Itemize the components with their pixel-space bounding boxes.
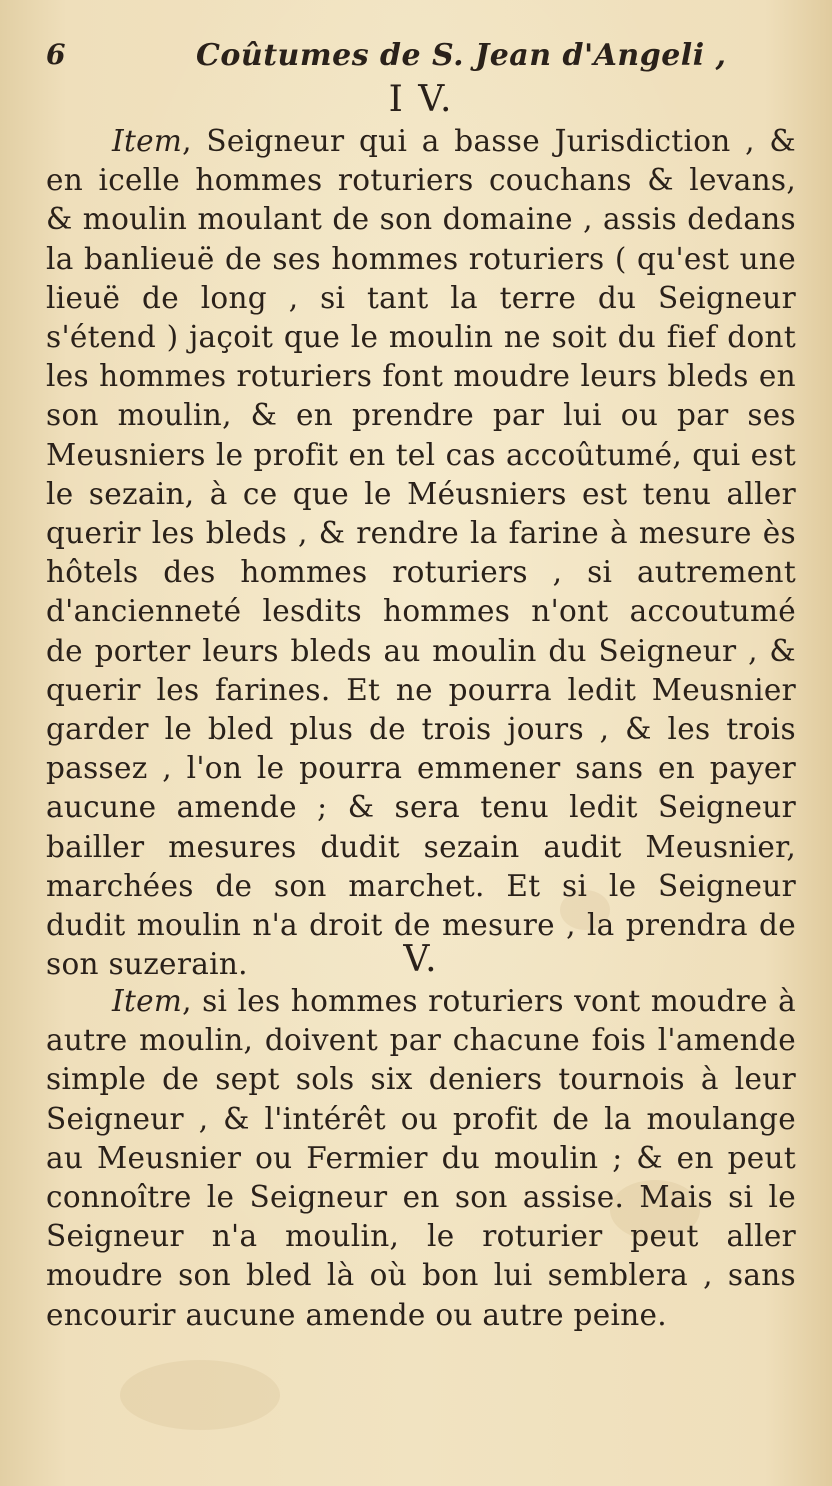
article-text: , Seigneur qui a basse Jurisdiction , & en icelle hommes roturiers couchans & levans, & moulin moulant de son domaine , assis dedans la banlieuë de ses hommes roturiers ( qu'est une lieuë de long , si tant la terre du Seigneur s'étend ) jaçoit que le moulin ne soit du fief dont les hommes roturiers font moudre leurs bleds en son moulin, & en prendre par lui ou par ses Meusniers le profit en tel cas accoûtumé, qui est le sezain, à ce que le Méusniers est tenu aller querir les bleds , & rendre la farine à mesure ès hôtels des hommes roturiers , si autrement d'ancienneté lesdits hommes n'ont accoutumé de porter leurs bleds au moulin du Seigneur , & querir les farines. Et ne pourra ledit Meusnier garder le bled plus de trois jours , & les trois passez , l'on le pourra emmener sans en payer aucune amende ; & sera tenu ledit Seigneur bailler mesures dudit sezain audit Meusnier, marchées de son marchet. Et si le Seigneur dudit moulin n'a droit de mesure , la prendra de son suzerain. <box>46 124 796 982</box>
article-heading: I V. <box>388 79 454 120</box>
article-lead-word: Item <box>112 124 183 158</box>
article-heading: V. <box>403 939 439 980</box>
paper-stain <box>120 1360 280 1430</box>
article-iv <box>46 78 796 984</box>
article-v <box>46 938 796 1335</box>
running-title: Coûtumes de S. Jean d'Angeli , <box>196 38 727 73</box>
article-body <box>46 982 796 1335</box>
article-body <box>46 122 796 984</box>
page-number: 6 <box>46 38 66 71</box>
article-lead-word: Item <box>112 984 183 1018</box>
running-head <box>46 38 786 82</box>
article-text: , si les hommes roturiers vont moudre à autre moulin, doivent par chacune fois l'amende simple de sept sols six deniers tournois à leur Seigneur , & l'intérêt ou profit de la moulange au Meusnier ou Fermier du moulin ; & en peut connoître le Seigneur en son assise. Mais si le Seigneur n'a moulin, le roturier peut aller moudre son bled là où bon lui semblera , sans encourir aucune amende ou autre peine. <box>46 984 796 1332</box>
